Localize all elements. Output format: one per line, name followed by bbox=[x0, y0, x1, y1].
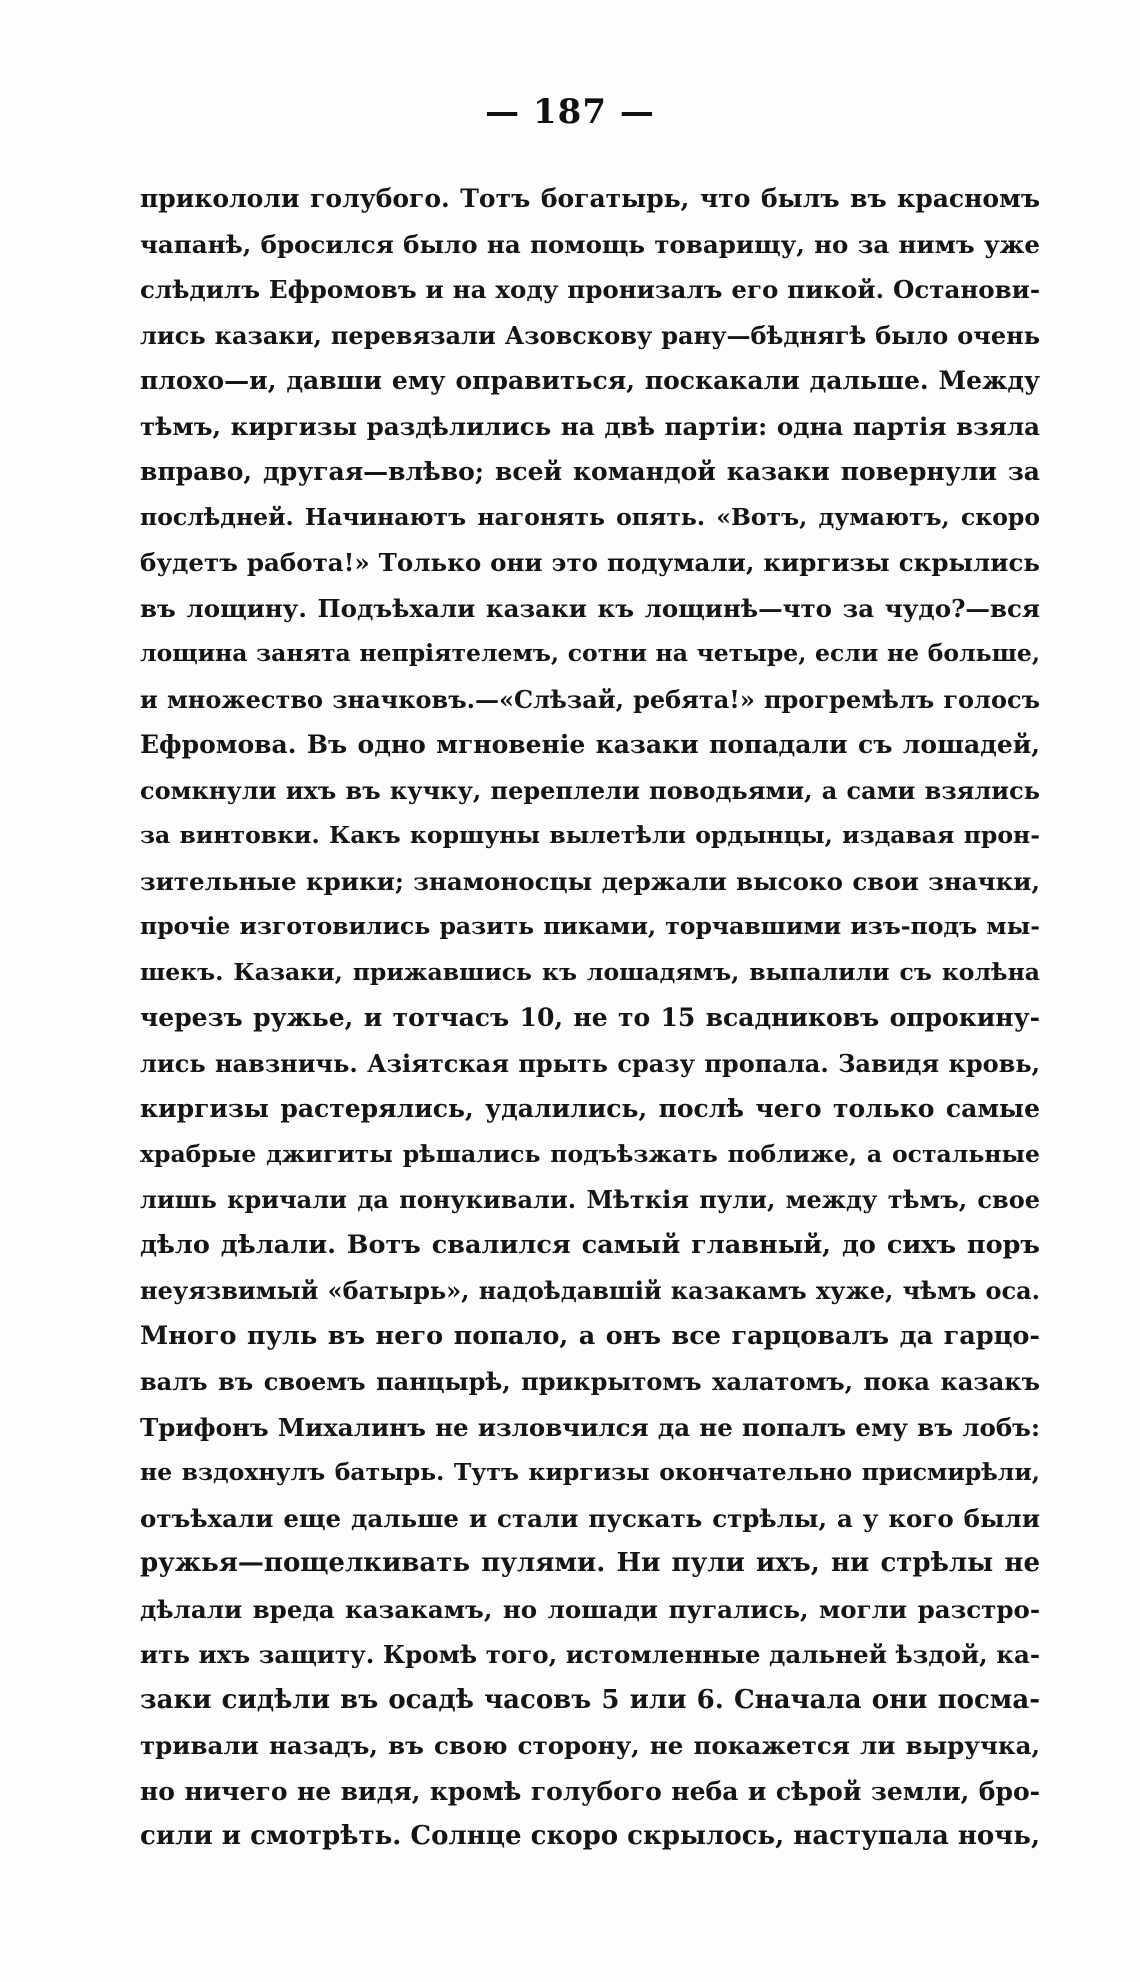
text-line: ружья—пощелкивать пулями. Ни пули ихъ, ни стрѣлы не bbox=[140, 1548, 1040, 1578]
text-line: дѣло дѣлали. Вотъ свалился самый главный, до сихъ поръ bbox=[140, 1229, 1040, 1260]
text-line: лишь кричали да понукивали. Мѣткія пули, между тѣмъ, свое bbox=[140, 1185, 1040, 1214]
page-number: — 187 — bbox=[485, 92, 655, 132]
text-line: плохо—и, давши ему оправиться, поскакали дальше. Между bbox=[140, 366, 1040, 395]
text-line: черезъ ружье, и тотчасъ 10, не то 15 всадниковъ опрокину- bbox=[140, 1003, 1040, 1032]
text-line: неуязвимый «батырь», надоѣдавшій казакамъ хуже, чѣмъ оса. bbox=[140, 1276, 1040, 1305]
text-line: киргизы растерялись, удалились, послѣ чего только самые bbox=[140, 1094, 1040, 1123]
text-line: Много пуль въ него попало, а онъ все гарцовалъ да гарцо- bbox=[140, 1320, 1040, 1351]
text-line: прочіе изготовились разить пиками, торчавшими изъ-подъ мы- bbox=[140, 912, 1040, 940]
text-line: Ефромова. Въ одно мгновеніе казаки попадали съ лошадей, bbox=[140, 730, 1040, 759]
text-line: слѣдилъ Ефромовъ и на ходу пронизалъ его пикой. Останови- bbox=[140, 275, 1040, 304]
text-line: валъ въ своемъ панцырѣ, прикрытомъ халатомъ, пока казакъ bbox=[140, 1367, 1040, 1396]
text-line: заки сидѣли въ осадѣ часовъ 5 или 6. Сначала они посма- bbox=[140, 1684, 1040, 1715]
body-text bbox=[140, 176, 1040, 1860]
text-line: лощина занята непріятелемъ, сотни на четыре, если не больше, bbox=[140, 639, 1040, 667]
text-line: Трифонъ Михалинъ не изловчился да не попалъ ему въ лобъ: bbox=[140, 1412, 1040, 1442]
text-line: сомкнули ихъ въ кучку, переплели поводьями, а сами взялись bbox=[140, 775, 1040, 805]
text-line: отъѣхали еще дальше и стали пускать стрѣлы, а у кого были bbox=[140, 1503, 1040, 1533]
text-line: прикололи голубого. Тотъ богатырь, что былъ въ красномъ bbox=[140, 184, 1040, 213]
text-line: лись навзничь. Азіятская прыть сразу пропала. Завидя кровь, bbox=[140, 1048, 1040, 1078]
text-line: будетъ работа!» Только они это подумали, киргизы скрылись bbox=[140, 548, 1040, 577]
text-line: не вздохнулъ батырь. Тутъ киргизы окончательно присмирѣли, bbox=[140, 1458, 1040, 1486]
text-line: сили и смотрѣть. Солнце скоро скрылось, наступала ночь, bbox=[140, 1821, 1040, 1851]
text-line: и множество значковъ.—«Слѣзай, ребята!» прогремѣлъ голосъ bbox=[140, 684, 1040, 714]
text-line: дѣлали вреда казакамъ, но лошади пугались, могли разстро- bbox=[140, 1594, 1040, 1624]
text-line: въ лощину. Подъѣхали казаки къ лощинѣ—что за чудо?—вся bbox=[140, 593, 1040, 623]
text-line: тривали назадъ, въ свою сторону, не покажется ли выручка, bbox=[140, 1731, 1040, 1760]
text-line: храбрые джигиты рѣшались подъѣзжать поближе, а остальные bbox=[140, 1139, 1040, 1168]
text-line: послѣдней. Начинаютъ нагонять опять. «Вотъ, думаютъ, скоро bbox=[140, 502, 1040, 531]
text-line: за винтовки. Какъ коршуны вылетѣли ордынцы, издавая прон- bbox=[140, 821, 1040, 849]
text-line: зительные крики; знамоносцы держали высоко свои значки, bbox=[140, 866, 1040, 896]
text-line: тѣмъ, киргизы раздѣлились на двѣ партіи: одна партія взяла bbox=[140, 411, 1040, 441]
text-line: вправо, другая—влѣво; всей командой казаки повернули за bbox=[140, 457, 1040, 486]
text-line: шекъ. Казаки, прижавшись къ лошадямъ, выпалили съ колѣна bbox=[140, 957, 1040, 986]
text-line: лись казаки, перевязали Азовскову рану—бѣднягѣ было очень bbox=[140, 320, 1040, 350]
text-line: ить ихъ защиту. Кромѣ того, истомленные дальней ѣздой, ка- bbox=[140, 1640, 1040, 1669]
text-line: чапанѣ, бросился было на помощь товарищу, но за нимъ уже bbox=[140, 229, 1040, 259]
text-line: но ничего не видя, кромѣ голубого неба и сѣрой земли, бро- bbox=[140, 1776, 1040, 1806]
